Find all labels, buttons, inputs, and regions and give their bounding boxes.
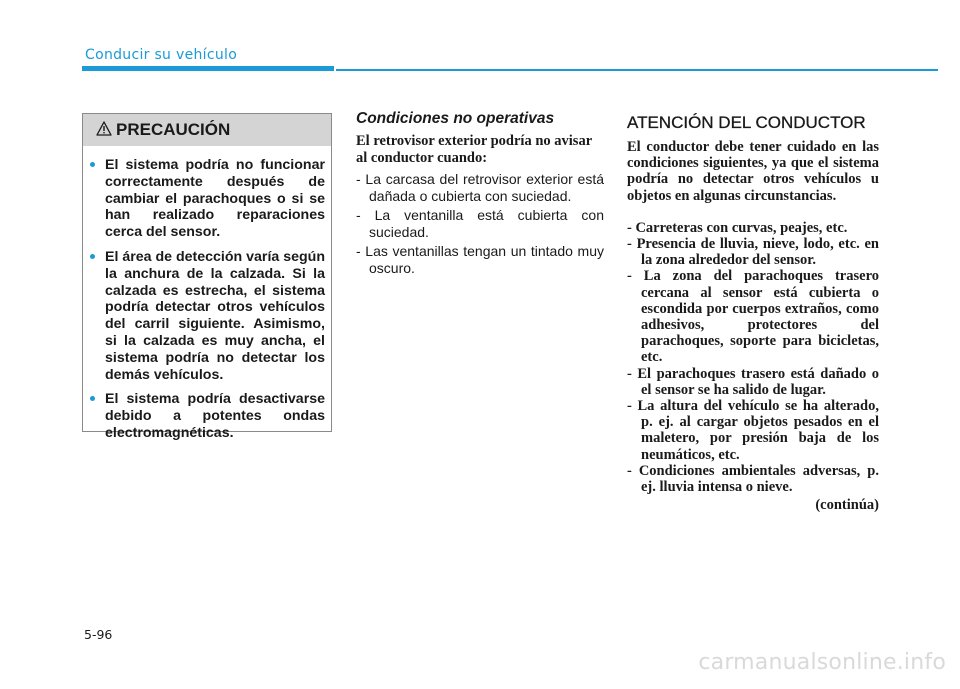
right-column [627,110,879,514]
right-list-item: - La zona del parachoques trasero cercana al sensor está cubierta o escondida por cuerpos extraños, como adhesivos, protectores del parachoques, soporte para bicicletas, etc. [627,268,879,366]
middle-list-item: - La carcasa del retrovisor exterior está dañada o cubierta con suciedad. [356,171,604,204]
bullet-icon [90,162,95,167]
caution-item [89,249,325,383]
continued-label: (continúa) [815,497,879,514]
middle-list-item: - La ventanilla está cubierta con suciedad. [356,207,604,240]
right-list-item: - Condiciones ambientales adversas, p. ej. lluvia intensa o nieve. [627,462,879,496]
caution-item-text: El área de detección varía según la anchura de la calzada. Si la calzada es estrecha, el sistema podría detectar otros vehículos del carril siguiente. Asimismo, si la calzada es muy ancha, el sistema podría no detectar los demás vehículos. [105,248,326,383]
caution-list [89,157,325,450]
watermark: carmanualsonline.info [698,650,946,675]
bullet-icon [90,396,95,401]
right-list-item: - Carreteras con curvas, peajes, etc. [627,219,848,236]
right-list-item: - El parachoques trasero está dañado o el sensor se ha salido de lugar. [627,365,879,398]
right-intro: El conductor debe tener cuidado en las condiciones siguientes, ya que el sistema podría no detectar otros vehículos u objetos en algunas circunstancias. [627,139,879,204]
caution-box [82,113,332,441]
page-number: 5-96 [84,627,113,642]
right-list-item: - Presencia de lluvia, nieve, lodo, etc. en la zona alrededor del sensor. [627,236,879,269]
caution-item [89,157,325,241]
right-heading: ATENCIÓN DEL CONDUCTOR [627,113,866,132]
header-rule-thick [82,66,334,71]
right-list-item: - La altura del vehículo se ha alterado, p. ej. al cargar objetos pesados en el maletero, por presión baja de los neumáticos, etc. [627,398,879,463]
bullet-icon [90,254,95,259]
warning-triangle-icon [96,121,112,136]
caution-item [89,391,325,441]
caution-item-text: El sistema podría no funcionar correctamente después de cambiar el parachoques o si se han realizado reparaciones cerca del sensor. [105,157,325,241]
header-rule-thin [336,69,938,71]
caution-item-text: El sistema podría desactivarse debido a potentes ondas electromagnéticas. [105,391,325,441]
middle-heading: Condiciones no operativas [356,110,555,127]
middle-column [356,110,604,279]
middle-intro: El retrovisor exterior podría no avisar al conductor cuando: [356,133,592,166]
section-title: Conducir su vehículo [85,47,238,63]
middle-list-item: - Las ventanillas tengan un tintado muy oscuro. [356,243,604,276]
caution-header [83,114,331,146]
caution-title: PRECAUCIÓN [116,120,231,139]
